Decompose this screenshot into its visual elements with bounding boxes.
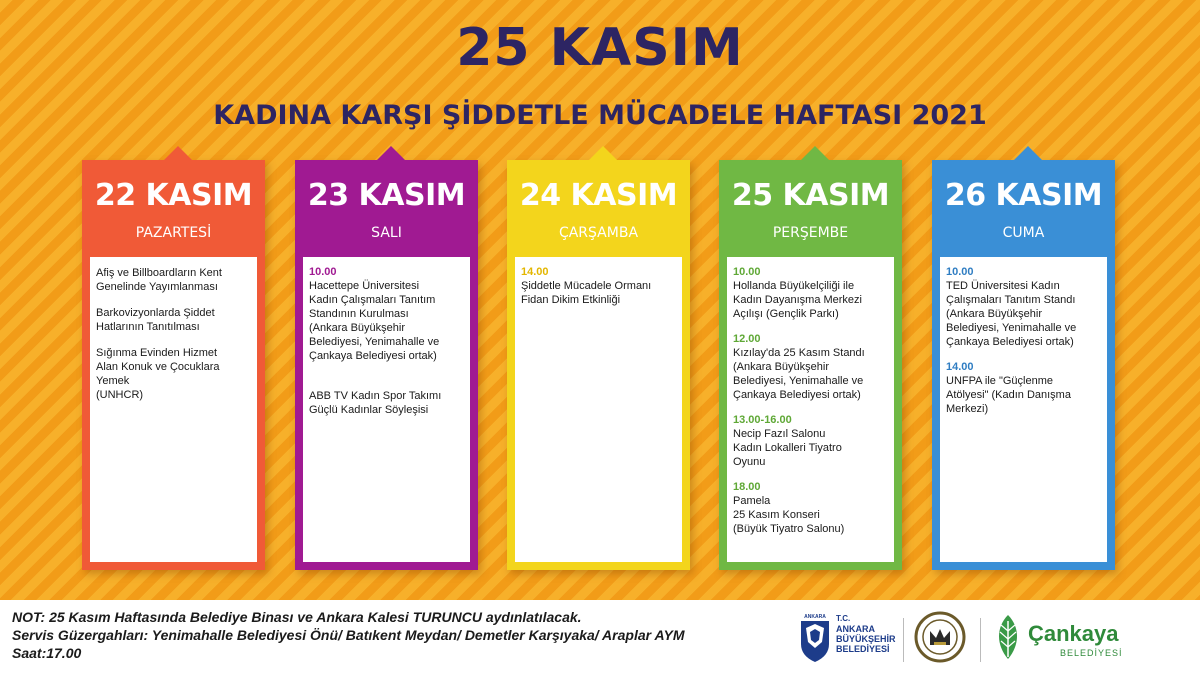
event-time: 18.00 (733, 481, 761, 493)
cankaya-leaf-logo-icon (992, 613, 1024, 667)
day-name: SALI (371, 225, 402, 241)
cankaya-name: Çankaya (1028, 621, 1119, 646)
ankara-municipality-logo-icon (798, 612, 832, 668)
day-date: 22 KASIM (94, 178, 253, 213)
event-item (733, 333, 893, 402)
event-item (733, 266, 893, 321)
cankaya-sub: BELEDİYESİ (1060, 648, 1123, 658)
logo-divider (980, 618, 981, 662)
day-date: 23 KASIM (307, 178, 466, 213)
event-list (733, 266, 893, 548)
event-time: 14.00 (521, 266, 549, 278)
event-item (733, 481, 893, 536)
event-list (96, 266, 256, 414)
note-line-1: NOT: 25 Kasım Haftasında Belediye Binası ve Ankara Kalesi TURUNCU aydınlatılacak. (12, 609, 582, 625)
day-name: PAZARTESİ (135, 225, 212, 241)
event-time: 10.00 (733, 266, 761, 278)
event-item (309, 266, 469, 363)
event-list (521, 266, 681, 319)
event-list (309, 266, 469, 429)
event-description: Şiddetle Mücadele Ormanı Fidan Dikim Etkinliği (521, 280, 652, 306)
day-name: CUMA (1002, 225, 1045, 241)
day-card-body (727, 257, 894, 562)
day-card-23 (295, 160, 478, 570)
event-item (309, 389, 469, 417)
day-card-header (932, 160, 1115, 257)
day-card-header (295, 160, 478, 257)
event-item (96, 306, 256, 334)
event-item (946, 266, 1106, 349)
abb-name-text: T.C. ANKARA BÜYÜKŞEHİR BELEDİYESİ (836, 614, 896, 654)
event-description: Sığınma Evinden Hizmet Alan Konuk ve Çocuklara Yemek (UNHCR) (96, 347, 220, 401)
page-subtitle: KADINA KARŞI ŞİDDETLE MÜCADELE HAFTASI 2021 (213, 100, 987, 131)
day-name: PERŞEMBE (772, 225, 849, 241)
event-item (96, 266, 256, 294)
event-time: 14.00 (946, 361, 974, 373)
event-description: UNFPA ile "Güçlenme Atölyesi" (Kadın Danışma Merkezi) (946, 375, 1071, 415)
event-time: 12.00 (733, 333, 761, 345)
day-date: 25 KASIM (731, 178, 890, 213)
footer-note (12, 608, 782, 662)
event-description: Hacettepe Üniversitesi Kadın Çalışmaları Tanıtım Standının Kurulması (Ankara Büyükşehir Belediyesi, Yenimahalle ve Çankaya Belediyesi ortak) (309, 280, 440, 362)
event-item (946, 361, 1106, 416)
event-description: Necip Fazıl Salonu Kadın Lokalleri Tiyatro Oyunu (733, 428, 842, 468)
day-card-body (515, 257, 682, 562)
yenimahalle-municipality-seal-icon (914, 611, 966, 667)
day-card-header (507, 160, 690, 257)
event-time: 10.00 (946, 266, 974, 278)
day-card-body (303, 257, 470, 562)
event-item (96, 346, 256, 402)
page-title: 25 KASIM (456, 18, 744, 78)
day-card-25 (719, 160, 902, 570)
abb-small-label: ANKARA (804, 614, 826, 620)
day-card-body (940, 257, 1107, 562)
event-description: Afiş ve Billboardların Kent Genelinde Yayımlanması (96, 267, 222, 293)
event-list (946, 266, 1106, 428)
note-line-3: Saat:17.00 (12, 645, 82, 661)
day-date: 24 KASIM (519, 178, 678, 213)
day-card-26 (932, 160, 1115, 570)
event-description: Hollanda Büyükelçiliği ile Kadın Dayanışma Merkezi Açılışı (Gençlik Parkı) (733, 280, 862, 320)
day-card-header (82, 160, 265, 257)
event-description: Pamela 25 Kasım Konseri (Büyük Tiyatro Salonu) (733, 495, 845, 535)
event-time: 13.00-16.00 (733, 414, 792, 426)
event-time: 10.00 (309, 266, 337, 278)
event-description: ABB TV Kadın Spor Takımı Güçlü Kadınlar Söyleşisi (309, 390, 442, 416)
day-name: ÇARŞAMBA (558, 225, 639, 241)
day-card-body (90, 257, 257, 562)
day-date: 26 KASIM (944, 178, 1103, 213)
event-description: Barkovizyonlarda Şiddet Hatlarının Tanıtılması (96, 307, 215, 333)
event-item (521, 266, 681, 307)
event-description: Kızılay'da 25 Kasım Standı (Ankara Büyükşehir Belediyesi, Yenimahalle ve Çankaya Belediyesi ortak) (733, 347, 865, 401)
logo-divider (903, 618, 904, 662)
day-card-22 (82, 160, 265, 570)
event-item (733, 414, 893, 469)
day-card-24 (507, 160, 690, 570)
note-line-2: Servis Güzergahları: Yenimahalle Belediyesi Önü/ Batıkent Meydan/ Demetler Karşıyaka/ Araplar AYM (12, 627, 685, 643)
day-card-header (719, 160, 902, 257)
event-description: TED Üniversitesi Kadın Çalışmaları Tanıtım Standı (Ankara Büyükşehir Belediyesi, Yenimahalle ve Çankaya Belediyesi ortak) (946, 280, 1077, 348)
